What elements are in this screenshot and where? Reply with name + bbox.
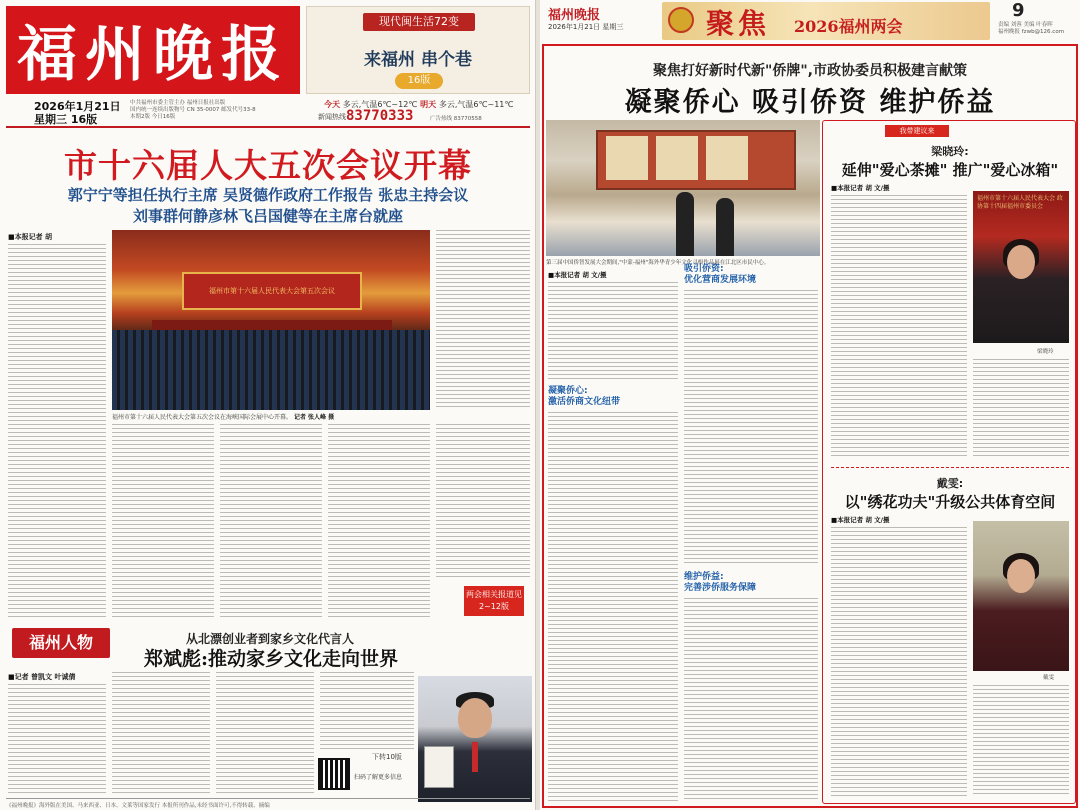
photo-bg-text: 福州市第十六届人民代表大会 政协第十四届福州市委员会 [977, 195, 1063, 210]
portrait-head [1007, 245, 1035, 279]
publisher-line: 本期2版 今日16版 [130, 114, 176, 120]
ad-hotline: 广告热线 83770558 [430, 116, 482, 122]
article-column [320, 672, 414, 752]
related-reports-box[interactable]: 两会相关报道见2~12版 [464, 586, 524, 616]
feature-byline: ■记者 曾凯文 叶诚倩 [8, 673, 76, 681]
sidebar-story1-name: 梁晓玲: [931, 145, 969, 158]
article-column [973, 685, 1069, 797]
hotline-label: 新闻热线 [318, 113, 346, 121]
portrait-head [1007, 559, 1035, 593]
promo-box[interactable] [306, 6, 530, 94]
photo-panel [656, 136, 698, 180]
feature-portrait-photo[interactable] [418, 676, 532, 802]
section-heading [548, 386, 620, 408]
promo-title: 来福州 串个巷 [364, 50, 472, 70]
section-subtitle: 完善涉侨服务保障 [684, 583, 757, 593]
weather-today-label: 今天 [324, 100, 340, 109]
article-column [436, 424, 530, 580]
sidebar-story2-headline[interactable]: 以"绣花功夫"升级公共体育空间 [844, 493, 1056, 511]
article-column [112, 672, 210, 794]
section-subtitle: 激活侨商文化纽带 [548, 397, 621, 407]
article-column [548, 412, 678, 802]
page-meta-line: 责编 刘蓉 美编 叶春晖 [998, 22, 1053, 28]
sidebar-story1-byline: ■本报记者 胡 文/摄 [831, 184, 890, 192]
page-meta [998, 22, 1078, 36]
main-headline[interactable]: 市十六届人大五次会议开幕 [64, 146, 472, 185]
inner-date [548, 22, 623, 32]
article-column [328, 424, 430, 620]
feature-subhead: 从北漂创业者到家乡文化代言人 [185, 632, 354, 646]
exhibition-photo[interactable] [546, 120, 820, 256]
photo-panel [706, 136, 748, 180]
article-column [216, 672, 314, 794]
main-photo-caption [112, 412, 430, 421]
publisher-lines [130, 100, 320, 121]
portrait-certificate [424, 746, 454, 788]
feature-headline[interactable]: 郑斌彪:推动家乡文化走向世界 [143, 648, 398, 670]
main-subhead-2: 刘事群何静彦林飞吕国健等在主席台就座 [132, 207, 403, 225]
photo-panel [606, 136, 648, 180]
issue-date [34, 100, 121, 126]
promo-page-badge: 16版 [395, 73, 443, 89]
masthead-title: 福州晚报 [17, 20, 289, 90]
sidebar-tag: 我带建议来 [885, 125, 949, 137]
section-heading [684, 572, 756, 594]
masthead-logo[interactable] [6, 6, 300, 94]
page-number: 9 [1012, 0, 1025, 21]
photo-stage-screen [182, 272, 362, 310]
sidebar-story1-headline[interactable]: 延伸"爱心茶摊" 推广"爱心冰箱" [841, 161, 1059, 179]
portrait-tie [472, 742, 478, 772]
right-byline: ■本报记者 胡 文/摄 [548, 271, 607, 279]
feature-headline-right[interactable]: 凝聚侨心 吸引侨资 维护侨益 [624, 87, 996, 118]
article-column [684, 598, 818, 802]
main-photo-credit: 记者 张人峰 摄 [293, 414, 335, 421]
inner-weekday: 星期三 [602, 23, 624, 31]
main-subhead-1: 郭宁宁等担任执行主席 吴贤德作政府工作报告 张忠主持会议 [67, 186, 469, 204]
weather-tomorrow-label: 明天 [420, 100, 437, 109]
section-title: 吸引侨资: [684, 264, 724, 274]
sidebar-story1-photo[interactable] [973, 191, 1069, 343]
article-column [548, 282, 678, 382]
issue-edition: 16版 [70, 113, 98, 126]
sidebar-divider [831, 467, 1069, 468]
section-title: 维护侨益: [684, 572, 724, 582]
exhibition-photo-caption: 第三届中国侨智发展大会期间,"中蒙-福州"海外华青少年文化寻根作品展在江北区市民中心。 [546, 260, 770, 266]
article-column [436, 230, 530, 410]
photo-visitor [716, 198, 734, 256]
article-column [8, 244, 106, 620]
inner-masthead: 福州晚报 [548, 8, 601, 23]
issue-date-text: 2026年1月21日 [34, 100, 121, 113]
section-title: 凝聚侨心: [548, 386, 588, 396]
qr-note: 扫码了解更多信息 [354, 774, 403, 781]
sidebar-story2-photo-credit: 戴雯 [1043, 675, 1055, 681]
suggestion-sidebar [822, 120, 1076, 804]
section-heading [684, 264, 756, 286]
article-column [973, 359, 1069, 457]
article-column [8, 684, 106, 794]
section-logo-people[interactable]: 福州人物 [12, 628, 110, 658]
photo-visitor [676, 192, 694, 256]
info-bar [6, 98, 530, 128]
article-column [831, 195, 967, 457]
main-photo-caption-text: 福州市第十六届人民代表大会第五次会议在海峡国际会展中心开幕。 [112, 414, 293, 421]
photo-seats [112, 330, 430, 410]
inner-date-text: 2026年1月21日 [548, 23, 601, 31]
front-page [0, 0, 536, 810]
page-meta-line: 福州晚报 fzwb@126.com [998, 29, 1065, 35]
banner-big-text: 聚焦 [706, 7, 771, 40]
main-photo[interactable] [112, 230, 430, 410]
article-column [831, 527, 967, 797]
photo-screen-text: 福州市第十六届人民代表大会第五次会议 [209, 287, 335, 295]
weather-today-text: 多云,气温6℃~12℃ [342, 100, 418, 109]
feature-kicker: 聚焦打好新时代新"侨牌",市政协委员积极建言献策 [653, 63, 967, 79]
inner-page [540, 0, 1080, 810]
section-banner[interactable] [662, 2, 990, 40]
main-byline: ■本报记者 胡 [8, 233, 53, 241]
section-subtitle: 优化营商发展环境 [684, 275, 757, 285]
sidebar-story2-photo[interactable] [973, 521, 1069, 671]
promo-bar-label: 现代闽生活72变 [363, 13, 475, 31]
news-hotline[interactable]: 83770333 [346, 108, 414, 124]
banner-small-text: 2026福州两会 [794, 17, 903, 36]
sidebar-story1-photo-credit: 梁晓玲 [1037, 349, 1054, 355]
issue-weekday-edition [34, 113, 121, 126]
article-column [684, 290, 818, 564]
weather-tomorrow-text: 多云,气温6℃~11℃ [438, 100, 514, 109]
sidebar-story2-byline: ■本报记者 胡 文/摄 [831, 516, 890, 524]
continue-note: 下转10版 [372, 753, 402, 761]
publisher-line: 国内统一连续出版物号 CN 35-0007 邮发代号33-8 [130, 107, 256, 113]
emblem-icon [668, 7, 694, 33]
portrait-head [458, 698, 492, 738]
issue-weekday: 星期三 [34, 113, 67, 126]
page-footer: 《福州晚报》海外版在美国、马来西亚、日本、文莱等国家发行 本报所刊作品,未经书面许可,不得转载、摘编 [6, 798, 530, 809]
article-column [220, 424, 322, 620]
publisher-line: 中共福州市委主管主办 福州日报社出版 [130, 100, 226, 106]
qr-code-icon[interactable] [318, 758, 350, 790]
article-column [112, 424, 214, 620]
sidebar-story2-name: 戴雯: [936, 477, 964, 490]
